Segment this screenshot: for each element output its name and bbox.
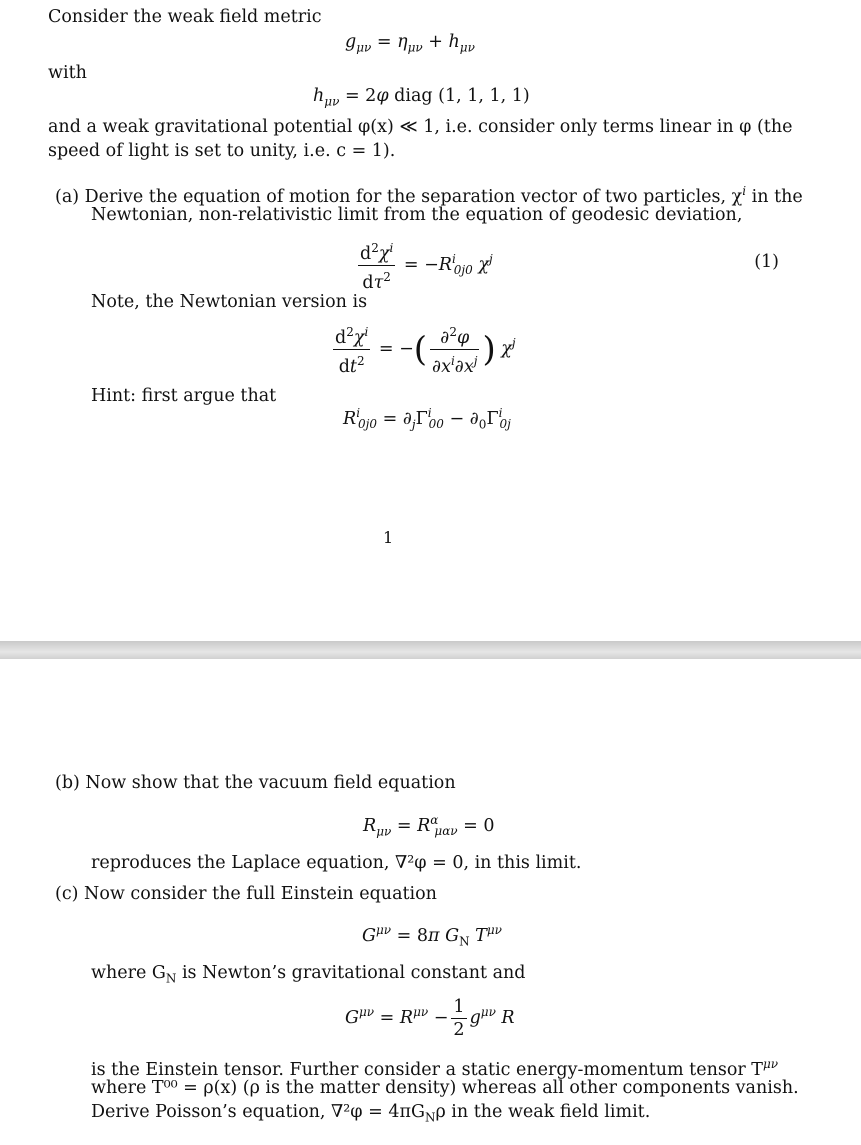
tensor-line-1: is the Einstein tensor. Further consider a static energy-momentum tensor $T^{\mu\nu}$ bbox=[91, 1057, 779, 1080]
geodesic-deviation-equation: $\frac{d^2\chi^i}{d\tau^2}$ = $-R^i_{0j0}$ $\chi^j$ bbox=[355, 238, 493, 293]
page-2 bbox=[0, 659, 861, 1145]
newtonian-equation: $\frac{d^2\chi^i}{dt^2}$ = −( $\frac{\partial^2\varphi}{\partial x^i\partial x^j}$ ) $\chi^j$ bbox=[330, 322, 516, 377]
part-a-line-2: Newtonian, non-relativistic limit from the equation of geodesic deviation, bbox=[91, 205, 743, 225]
part-c-text: (c) Now consider the full Einstein equation bbox=[55, 884, 437, 904]
riemann-equation: $R^i_{0j0} = \partial_j\Gamma^i_{00} - \partial_0\Gamma^i_{0j}$ bbox=[343, 406, 511, 432]
tensor-line-3: Derive Poisson’s equation, $\nabla^2\varphi = 4\pi G_N\rho$ in the weak field limit. bbox=[91, 1102, 651, 1125]
einstein-tensor-equation: $G^{\mu\nu} = R^{\mu\nu}$ − $\frac{1}{2}$ $g^{\mu\nu}$ R bbox=[345, 997, 515, 1040]
metric-equation: $g_{\mu\nu} = \eta_{\mu\nu} + h_{\mu\nu}$ bbox=[345, 32, 475, 55]
page-number: 1 bbox=[383, 528, 394, 547]
tensor-line-2: where T⁰⁰ = ρ(x) (ρ is the matter density) whereas all other components vanish. bbox=[91, 1078, 799, 1098]
hint-text: Hint: first argue that bbox=[91, 386, 277, 406]
newton-constant-text: where $G_N$ is Newton’s gravitational constant and bbox=[91, 963, 526, 986]
laplace-text: reproduces the Laplace equation, ∇²φ = 0, in this limit. bbox=[91, 853, 582, 873]
note-text: Note, the Newtonian version is bbox=[91, 292, 368, 312]
intro-text: Consider the weak field metric bbox=[48, 7, 322, 27]
part-b-text: (b) Now show that the vacuum field equation bbox=[55, 773, 456, 793]
weak-potential-line-1: and a weak gravitational potential φ(x) ≪ 1, i.e. consider only terms linear in φ (the bbox=[48, 117, 793, 137]
h-equation: $h_{\mu\nu} = 2\varphi$ diag (1, 1, 1, 1) bbox=[313, 86, 530, 109]
part-a-line-1: (a) Derive the equation of motion for the separation vector of two particles, $\chi^i$ in the bbox=[55, 184, 803, 207]
vacuum-field-equation: $R_{\mu\nu} = R^\alpha_{\mu\alpha\nu} = 0$ bbox=[363, 813, 495, 839]
weak-potential-line-2: speed of light is set to unity, i.e. c = 1). bbox=[48, 141, 396, 161]
page-separator bbox=[0, 641, 861, 659]
equation-number: (1) bbox=[754, 252, 779, 272]
einstein-equation: $G^{\mu\nu} = 8\pi$ $G_N$ $T^{\mu\nu}$ bbox=[362, 923, 502, 949]
with-text: with bbox=[48, 63, 87, 83]
